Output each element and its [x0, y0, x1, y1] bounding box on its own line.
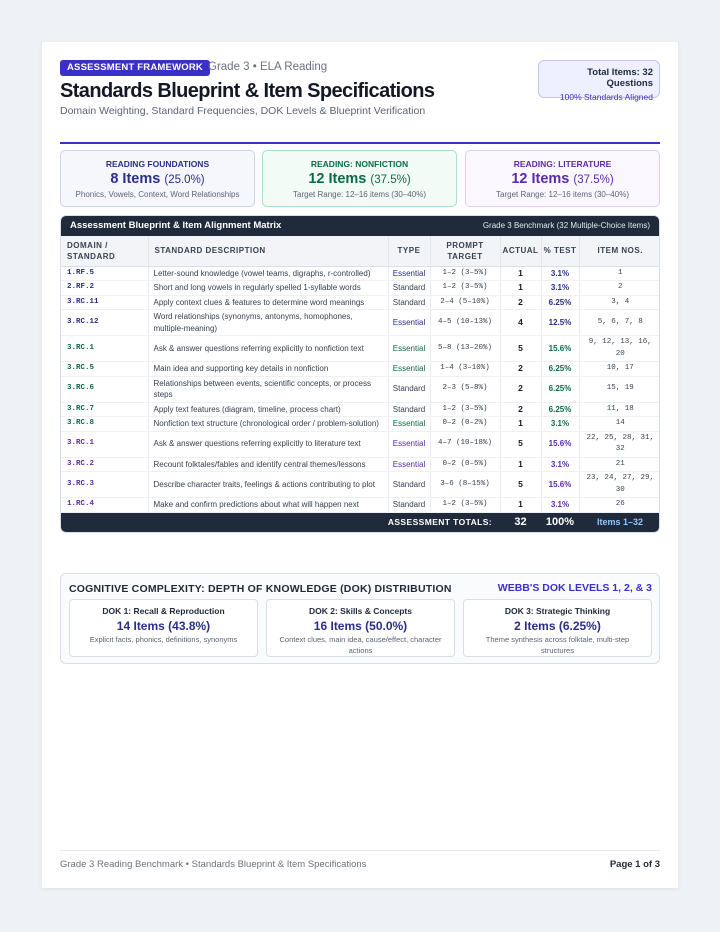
- prompt-target: 0–2 (0–2%): [430, 417, 500, 432]
- totals-label: ASSESSMENT TOTALS:: [61, 512, 500, 532]
- totals-row: [61, 512, 660, 532]
- standard-code: 3.RC.8: [61, 417, 148, 432]
- standard-type: Essential: [388, 457, 430, 472]
- table-subtitle: Grade 3 Benchmark (32 Multiple-Choice Items): [482, 221, 650, 230]
- actual-count: 1: [500, 457, 541, 472]
- standard-code: 3.RC.11: [61, 295, 148, 310]
- actual-count: 2: [500, 362, 541, 377]
- standard-type: Essential: [388, 266, 430, 281]
- percent-test: 12.5%: [541, 310, 579, 336]
- dok-section: [60, 573, 660, 664]
- standard-description: Short and long vowels in regularly spelled 1-syllable words: [148, 281, 388, 296]
- standard-type: Essential: [388, 417, 430, 432]
- item-numbers: 9, 12, 13, 16, 20: [579, 336, 660, 362]
- standard-description: Letter-sound knowledge (vowel teams, digraphs, r-controlled): [148, 266, 388, 281]
- prompt-target: 5–8 (13–20%): [430, 336, 500, 362]
- standard-description: Word relationships (synonyms, antonyms, homophones, multiple-meaning): [148, 310, 388, 336]
- dok-levels: WEBB'S DOK LEVELS 1, 2, & 3: [497, 582, 652, 594]
- standard-description: Make and confirm predictions about what will happen next: [148, 498, 388, 513]
- table-row: [61, 362, 660, 377]
- standard-description: Apply context clues & features to determine word meanings: [148, 295, 388, 310]
- item-numbers: 2: [579, 281, 660, 296]
- dok-title: COGNITIVE COMPLEXITY: DEPTH OF KNOWLEDGE (DOK) DISTRIBUTION: [69, 583, 452, 595]
- column-header: ACTUAL: [500, 236, 541, 266]
- prompt-target: 1–2 (3–5%): [430, 281, 500, 296]
- standard-type: Standard: [388, 281, 430, 296]
- prompt-target: 1–2 (3–5%): [430, 498, 500, 513]
- dok-card-value: 16 Items (50.0%): [313, 619, 408, 633]
- card-title: READING: LITERATURE: [513, 159, 612, 169]
- page-title: Standards Blueprint & Item Specifications: [60, 80, 435, 102]
- table-row: [61, 336, 660, 362]
- percent-test: 15.6%: [541, 431, 579, 457]
- actual-count: 5: [500, 472, 541, 498]
- table-row: [61, 281, 660, 296]
- actual-count: 1: [500, 417, 541, 432]
- percent-test: 3.1%: [541, 281, 579, 296]
- standard-type: Standard: [388, 498, 430, 513]
- standard-code: 3.RC.6: [61, 376, 148, 402]
- table-title-bar: [61, 216, 659, 236]
- framework-badge: ASSESSMENT FRAMEWORK: [60, 60, 210, 76]
- table-row: [61, 310, 660, 336]
- dok-card-3: [463, 599, 652, 657]
- dok-card-desc: Explicit facts, phonics, definitions, synonyms: [89, 635, 238, 644]
- column-header: PROMPT TARGET: [430, 236, 500, 266]
- column-header: ITEM NOS.: [579, 236, 660, 266]
- item-numbers: 23, 24, 27, 29, 30: [579, 472, 660, 498]
- column-header: % TEST: [541, 236, 579, 266]
- item-numbers: 11, 18: [579, 402, 660, 417]
- prompt-target: 0–2 (0–5%): [430, 457, 500, 472]
- grade-label: Grade 3 • ELA Reading: [208, 61, 328, 73]
- standard-description: Recount folktales/fables and identify central themes/lessons: [148, 457, 388, 472]
- totals-pct: 100%: [541, 512, 579, 532]
- item-numbers: 21: [579, 457, 660, 472]
- standard-code: 3.RC.1: [61, 431, 148, 457]
- table-row: [61, 266, 660, 281]
- prompt-target: 1–2 (3–5%): [430, 266, 500, 281]
- card-subtitle: Phonics, Vowels, Context, Word Relationships: [75, 190, 240, 199]
- aligned-label: 100% Standards Aligned: [559, 92, 653, 102]
- standard-code: 1.RC.4: [61, 498, 148, 513]
- page: [42, 42, 678, 888]
- prompt-target: 2–4 (5–10%): [430, 295, 500, 310]
- item-numbers: 3, 4: [579, 295, 660, 310]
- card-reading-foundations: [60, 150, 255, 207]
- actual-count: 5: [500, 336, 541, 362]
- item-numbers: 15, 19: [579, 376, 660, 402]
- dok-card-desc: Theme synthesis across folktale, multi-step structures: [485, 635, 630, 655]
- standard-code: 3.RC.3: [61, 472, 148, 498]
- standard-type: Standard: [388, 402, 430, 417]
- prompt-target: 1–4 (3–10%): [430, 362, 500, 377]
- percent-test: 6.25%: [541, 402, 579, 417]
- standard-description: Describe character traits, feelings & actions contributing to plot: [148, 472, 388, 498]
- page-number: Page 1 of 3: [609, 859, 660, 870]
- card-value: 12 Items (37.5%): [511, 171, 614, 187]
- domain-cards: [60, 150, 660, 207]
- actual-count: 1: [500, 498, 541, 513]
- prompt-target: 2–3 (5–8%): [430, 376, 500, 402]
- standard-type: Essential: [388, 431, 430, 457]
- prompt-target: 4–5 (10–13%): [430, 310, 500, 336]
- standard-description: Ask & answer questions referring explicitly to literature text: [148, 431, 388, 457]
- blueprint-table: [60, 215, 660, 533]
- actual-count: 1: [500, 266, 541, 281]
- actual-count: 1: [500, 281, 541, 296]
- standard-type: Essential: [388, 336, 430, 362]
- standard-code: 3.RC.2: [61, 457, 148, 472]
- actual-count: 4: [500, 310, 541, 336]
- footer-title: Grade 3 Reading Benchmark • Standards Blueprint & Item Specifications: [60, 859, 367, 870]
- standard-type: Essential: [388, 310, 430, 336]
- item-numbers: 5, 6, 7, 8: [579, 310, 660, 336]
- column-header: DOMAIN / STANDARD: [61, 236, 148, 266]
- column-header: STANDARD DESCRIPTION: [148, 236, 388, 266]
- dok-card-title: DOK 2: Skills & Concepts: [309, 606, 412, 616]
- percent-test: 3.1%: [541, 498, 579, 513]
- actual-count: 2: [500, 295, 541, 310]
- dok-card-2: [266, 599, 455, 657]
- item-numbers: 14: [579, 417, 660, 432]
- dok-card-value: 14 Items (43.8%): [116, 619, 211, 633]
- table-row: [61, 431, 660, 457]
- standard-description: Nonfiction text structure (chronological order / problem-solution): [148, 417, 388, 432]
- table-row: [61, 402, 660, 417]
- standard-code: 3.RC.5: [61, 362, 148, 377]
- standard-description: Apply text features (diagram, timeline, process chart): [148, 402, 388, 417]
- standard-type: Standard: [388, 295, 430, 310]
- item-numbers: 26: [579, 498, 660, 513]
- table-title: Assessment Blueprint & Item Alignment Matrix: [70, 220, 282, 231]
- percent-test: 3.1%: [541, 417, 579, 432]
- total-items-label: Total Items: 32 Questions: [587, 67, 653, 89]
- card-value: 12 Items (37.5%): [308, 171, 411, 187]
- prompt-target: 1–2 (3–5%): [430, 402, 500, 417]
- standard-type: Standard: [388, 376, 430, 402]
- table-row: [61, 376, 660, 402]
- totals-actual: 32: [500, 512, 541, 532]
- percent-test: 6.25%: [541, 295, 579, 310]
- prompt-target: 3–6 (8–15%): [430, 472, 500, 498]
- header-divider: [60, 142, 660, 144]
- card-reading-literature: [465, 150, 660, 207]
- table-row: [61, 498, 660, 513]
- percent-test: 3.1%: [541, 457, 579, 472]
- column-header: TYPE: [388, 236, 430, 266]
- card-subtitle: Target Range: 12–16 items (30–40%): [496, 190, 629, 199]
- table-row: [61, 472, 660, 498]
- standard-description: Main idea and supporting key details in nonfiction: [148, 362, 388, 377]
- actual-count: 2: [500, 376, 541, 402]
- table-row: [61, 417, 660, 432]
- table-row: [61, 457, 660, 472]
- item-numbers: 22, 25, 28, 31, 32: [579, 431, 660, 457]
- card-title: READING FOUNDATIONS: [105, 159, 210, 169]
- standard-type: Essential: [388, 362, 430, 377]
- prompt-target: 4–7 (10–18%): [430, 431, 500, 457]
- card-subtitle: Target Range: 12–16 items (30–40%): [293, 190, 426, 199]
- dok-card-title: DOK 3: Strategic Thinking: [504, 606, 611, 616]
- footer-divider: [60, 850, 660, 851]
- percent-test: 15.6%: [541, 472, 579, 498]
- document-header: [60, 60, 660, 126]
- item-numbers: 10, 17: [579, 362, 660, 377]
- standard-type: Standard: [388, 472, 430, 498]
- percent-test: 6.25%: [541, 362, 579, 377]
- totals-items: Items 1–32: [579, 512, 660, 532]
- dok-card-value: 2 Items (6.25%): [514, 619, 601, 633]
- standard-description: Ask & answer questions referring explicitly to nonfiction text: [148, 336, 388, 362]
- dok-card-1: [69, 599, 258, 657]
- standard-code: 2.RF.2: [61, 281, 148, 296]
- percent-test: 15.6%: [541, 336, 579, 362]
- standard-description: Relationships between events, scientific concepts, or process steps: [148, 376, 388, 402]
- actual-count: 2: [500, 402, 541, 417]
- standard-code: 3.RC.1: [61, 336, 148, 362]
- standard-code: 3.RC.12: [61, 310, 148, 336]
- item-numbers: 1: [579, 266, 660, 281]
- card-reading-nonfiction: [262, 150, 457, 207]
- card-title: READING: NONFICTION: [310, 159, 409, 169]
- standard-code: 1.RF.5: [61, 266, 148, 281]
- standard-code: 3.RC.7: [61, 402, 148, 417]
- dok-card-desc: Context clues, main idea, cause/effect, character actions: [279, 635, 442, 655]
- total-items-box: [538, 60, 660, 102]
- actual-count: 5: [500, 431, 541, 457]
- table-header-row: [61, 236, 660, 266]
- percent-test: 3.1%: [541, 266, 579, 281]
- page-subtitle: Domain Weighting, Standard Frequencies, DOK Levels & Blueprint Verification: [60, 105, 426, 117]
- dok-card-title: DOK 1: Recall & Reproduction: [102, 606, 225, 616]
- card-value: 8 Items (25.0%): [110, 171, 205, 187]
- percent-test: 6.25%: [541, 376, 579, 402]
- table-row: [61, 295, 660, 310]
